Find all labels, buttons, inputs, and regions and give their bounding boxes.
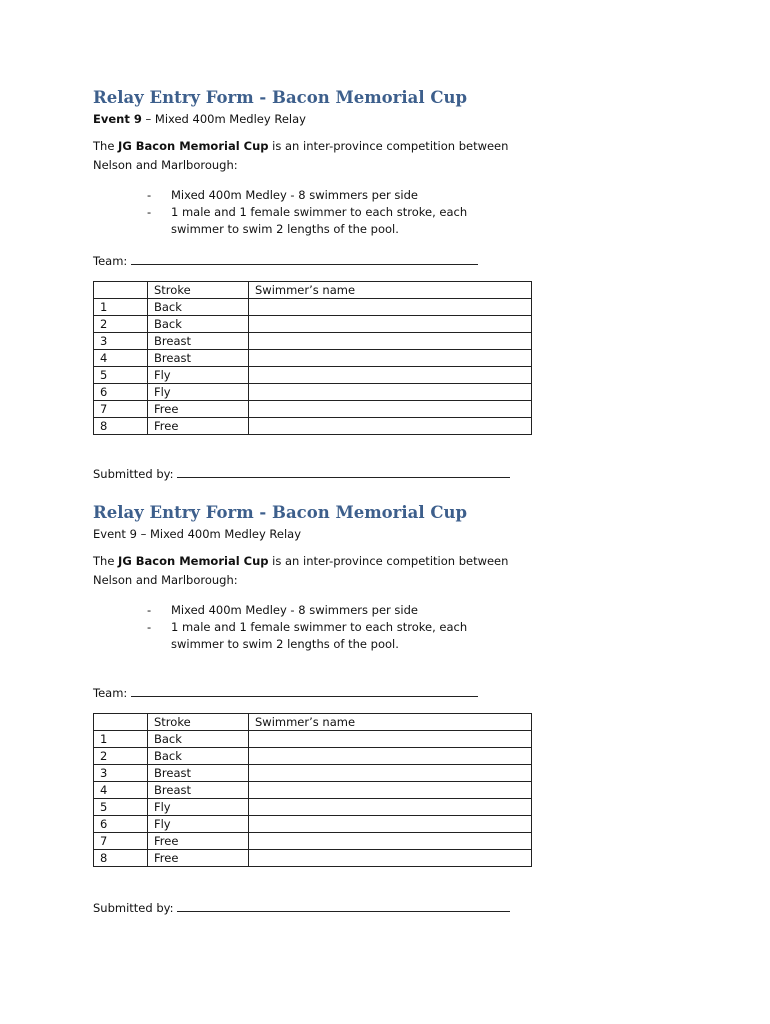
submitted-by-input-line[interactable] <box>177 465 510 478</box>
table-row <box>94 799 532 816</box>
swimmer-name-cell[interactable] <box>249 748 532 765</box>
leg-number: 2 <box>94 316 148 333</box>
dash-bullet-icon: - <box>147 188 152 202</box>
relay-table <box>93 281 532 435</box>
rules-list-item <box>93 619 471 653</box>
event-label: Event 9 <box>93 527 137 541</box>
table-row <box>94 765 532 782</box>
leg-number: 6 <box>94 384 148 401</box>
table-row <box>94 731 532 748</box>
swimmer-name-cell[interactable] <box>249 384 532 401</box>
stroke-cell: Back <box>148 299 249 316</box>
team-input-line[interactable] <box>131 252 478 265</box>
team-label: Team: <box>93 254 131 268</box>
leg-number: 7 <box>94 833 148 850</box>
swimmer-name-cell[interactable] <box>249 316 532 333</box>
table-row <box>94 333 532 350</box>
table-row <box>94 367 532 384</box>
rules-list-text: Mixed 400m Medley - 8 swimmers per side <box>171 603 418 617</box>
intro-prefix: The <box>93 139 119 153</box>
stroke-cell: Fly <box>148 816 249 833</box>
table-row <box>94 350 532 367</box>
rules-list-item <box>93 187 471 204</box>
stroke-cell: Free <box>148 850 249 867</box>
stroke-cell: Breast <box>148 333 249 350</box>
leg-number: 8 <box>94 850 148 867</box>
dash-bullet-icon: - <box>147 603 152 617</box>
stroke-cell: Fly <box>148 367 249 384</box>
relay-entry-form-2 <box>93 501 693 916</box>
swimmer-name-cell[interactable] <box>249 799 532 816</box>
leg-number: 3 <box>94 765 148 782</box>
intro-suffix: is an inter-province competition between Nelson and Marlborough: <box>93 554 509 587</box>
header-swimmer-name: Swimmer’s name <box>249 714 532 731</box>
table-row <box>94 401 532 418</box>
stroke-cell: Free <box>148 418 249 435</box>
intro-suffix: is an inter-province competition between Nelson and Marlborough: <box>93 139 509 172</box>
rules-list-item <box>93 602 471 619</box>
stroke-cell: Fly <box>148 384 249 401</box>
event-line <box>93 111 693 127</box>
rules-list <box>93 602 693 653</box>
form-title: Relay Entry Form - Bacon Memorial Cup <box>93 503 468 522</box>
team-field <box>93 684 693 701</box>
header-number <box>94 714 148 731</box>
team-input-line[interactable] <box>131 684 478 697</box>
rules-list-text: 1 male and 1 female swimmer to each stroke, each swimmer to swim 2 lengths of the pool. <box>171 205 468 236</box>
intro-paragraph <box>93 552 533 590</box>
swimmer-name-cell[interactable] <box>249 350 532 367</box>
leg-number: 1 <box>94 731 148 748</box>
leg-number: 6 <box>94 816 148 833</box>
table-row <box>94 299 532 316</box>
table-row <box>94 418 532 435</box>
stroke-cell: Breast <box>148 350 249 367</box>
swimmer-name-cell[interactable] <box>249 333 532 350</box>
dash-bullet-icon: - <box>147 620 152 634</box>
intro-competition-name: JG Bacon Memorial Cup <box>118 139 269 153</box>
leg-number: 5 <box>94 367 148 384</box>
rules-list-text: 1 male and 1 female swimmer to each stroke, each swimmer to swim 2 lengths of the pool. <box>171 620 468 651</box>
table-header-row <box>94 282 532 299</box>
table-row <box>94 384 532 401</box>
leg-number: 5 <box>94 799 148 816</box>
rules-list-item <box>93 204 471 238</box>
swimmer-name-cell[interactable] <box>249 850 532 867</box>
stroke-cell: Breast <box>148 765 249 782</box>
stroke-cell: Free <box>148 833 249 850</box>
event-line <box>93 526 693 542</box>
leg-number: 1 <box>94 299 148 316</box>
swimmer-name-cell[interactable] <box>249 833 532 850</box>
submitted-by-label: Submitted by: <box>93 901 178 915</box>
table-row <box>94 833 532 850</box>
table-header-row <box>94 714 532 731</box>
leg-number: 4 <box>94 782 148 799</box>
submitted-by-field <box>93 899 693 916</box>
stroke-cell: Fly <box>148 799 249 816</box>
swimmer-name-cell[interactable] <box>249 401 532 418</box>
swimmer-name-cell[interactable] <box>249 299 532 316</box>
swimmer-name-cell[interactable] <box>249 367 532 384</box>
event-label: Event 9 <box>93 112 142 126</box>
rules-list <box>93 187 693 238</box>
form-title: Relay Entry Form - Bacon Memorial Cup <box>93 88 468 107</box>
swimmer-name-cell[interactable] <box>249 782 532 799</box>
leg-number: 3 <box>94 333 148 350</box>
leg-number: 4 <box>94 350 148 367</box>
event-description: – Mixed 400m Medley Relay <box>136 527 302 541</box>
intro-paragraph <box>93 137 533 175</box>
leg-number: 8 <box>94 418 148 435</box>
intro-prefix: The <box>93 554 119 568</box>
submitted-by-field <box>93 465 693 482</box>
submitted-by-label: Submitted by: <box>93 467 178 481</box>
swimmer-name-cell[interactable] <box>249 418 532 435</box>
rules-list-text: Mixed 400m Medley - 8 swimmers per side <box>171 188 418 202</box>
table-row <box>94 850 532 867</box>
table-row <box>94 316 532 333</box>
table-row <box>94 748 532 765</box>
header-stroke: Stroke <box>148 282 249 299</box>
swimmer-name-cell[interactable] <box>249 765 532 782</box>
swimmer-name-cell[interactable] <box>249 816 532 833</box>
submitted-by-input-line[interactable] <box>177 899 510 912</box>
stroke-cell: Free <box>148 401 249 418</box>
stroke-cell: Back <box>148 731 249 748</box>
leg-number: 7 <box>94 401 148 418</box>
intro-competition-name: JG Bacon Memorial Cup <box>118 554 269 568</box>
table-row <box>94 782 532 799</box>
team-field <box>93 252 693 269</box>
swimmer-name-cell[interactable] <box>249 731 532 748</box>
dash-bullet-icon: - <box>147 205 152 219</box>
stroke-cell: Breast <box>148 782 249 799</box>
stroke-cell: Back <box>148 748 249 765</box>
stroke-cell: Back <box>148 316 249 333</box>
header-stroke: Stroke <box>148 714 249 731</box>
event-description: – Mixed 400m Medley Relay <box>141 112 306 126</box>
relay-table <box>93 713 532 867</box>
leg-number: 2 <box>94 748 148 765</box>
header-number <box>94 282 148 299</box>
table-row <box>94 816 532 833</box>
relay-entry-form-1 <box>93 86 693 482</box>
header-swimmer-name: Swimmer’s name <box>249 282 532 299</box>
team-label: Team: <box>93 686 131 700</box>
